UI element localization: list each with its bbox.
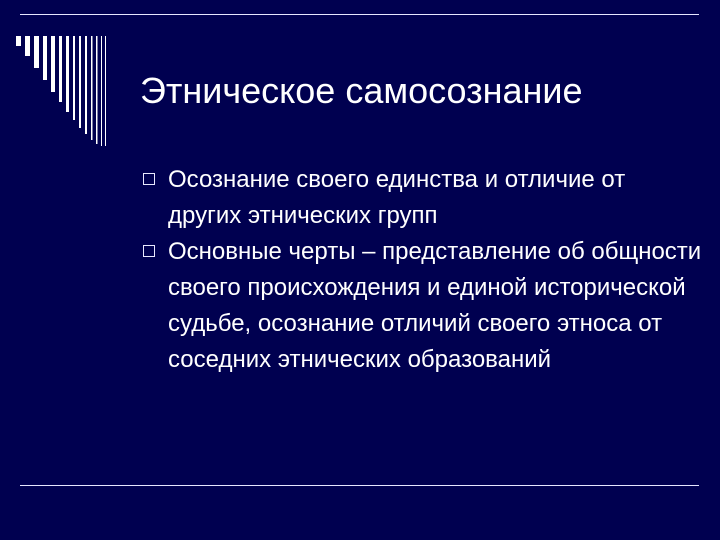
- hollow-square-bullet-icon: [143, 173, 155, 185]
- bottom-divider-line: [20, 485, 699, 486]
- bullet-text: Осознание своего единства и отличие от других этнических групп: [168, 166, 626, 229]
- bullet-item: [142, 162, 702, 234]
- slide-title: Этническое самосознание: [140, 70, 583, 111]
- top-divider-line: [20, 14, 699, 15]
- hollow-square-bullet-icon: [143, 245, 155, 257]
- decorative-vertical-stripes: [14, 36, 118, 146]
- bullet-list: [142, 162, 702, 378]
- bullet-text: Основные черты – представление об общности своего происхождения и единой исторической судьбе, осознание отличий своего этноса от соседних этнических образований: [168, 238, 702, 373]
- bullet-item: [142, 234, 702, 378]
